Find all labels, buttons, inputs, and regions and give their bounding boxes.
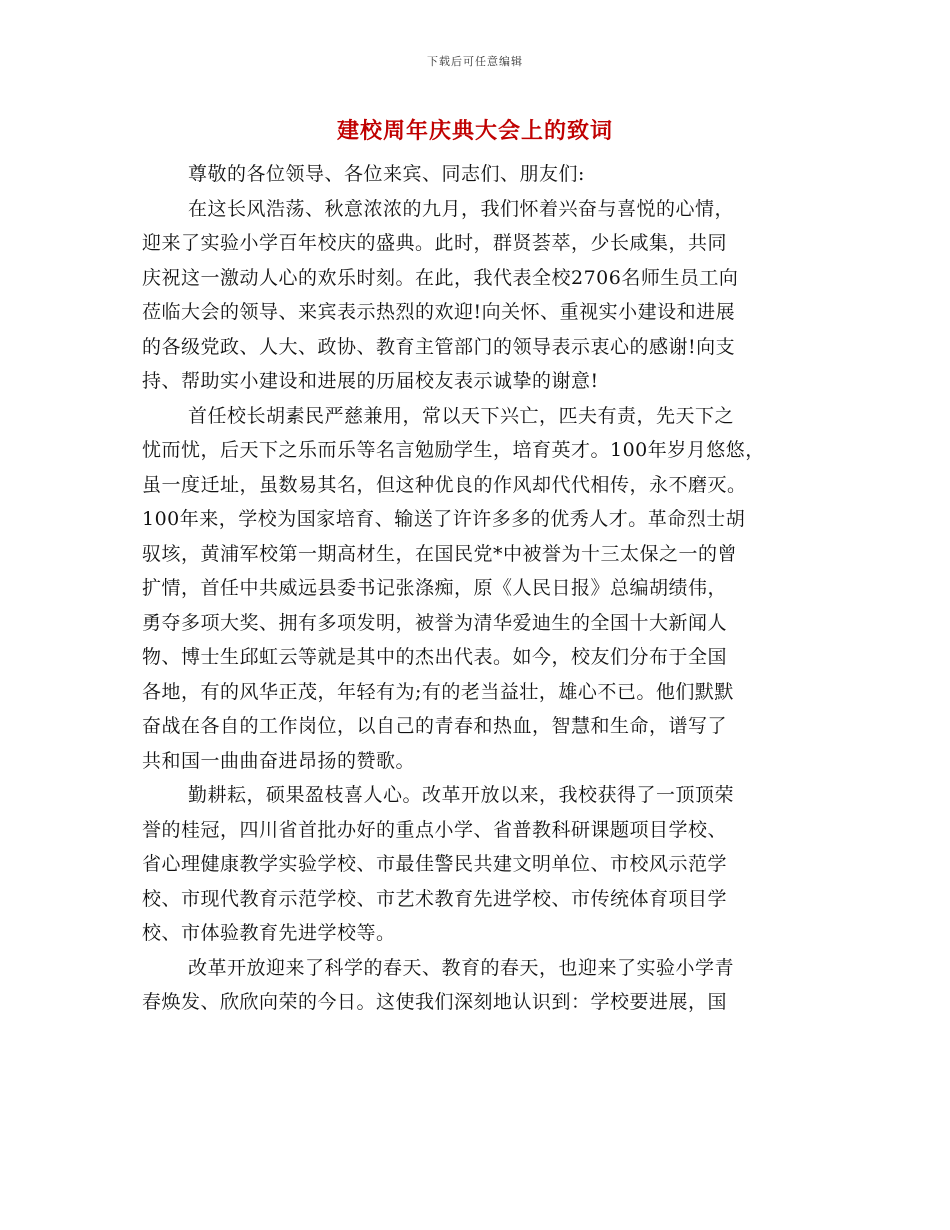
paragraph-line: 忧而忧，后天下之乐而乐等名言勉励学生，培育英才。100年岁月悠悠， xyxy=(142,439,765,461)
paragraph-line: 庆祝这一激动人心的欢乐时刻。在此，我代表全校2706名师生员工向 xyxy=(142,266,739,289)
paragraph-line: 莅临大会的领导、来宾表示热烈的欢迎!向关怀、重视实小建设和进展 xyxy=(142,301,736,323)
paragraph-line: 省心理健康教学实验学校、市最佳警民共建文明单位、市校风示范学 xyxy=(142,853,728,875)
page-header-note: 下载后可任意编辑 xyxy=(427,55,523,68)
paragraph-line: 勇夺多项大奖、拥有多项发明，被誉为清华爱迪生的全国十大新闻人 xyxy=(142,611,728,634)
paragraph-line: 校、市体验教育先进学校等。 xyxy=(142,922,396,944)
paragraph-line: 扩情，首任中共威远县委书记张涤痴，原《人民日报》总编胡绩伟， xyxy=(142,577,728,599)
paragraph-line: 的各级党政、人大、政协、教育主管部门的领导表示衷心的感谢!向支 xyxy=(142,335,736,358)
paragraph-line: 持、帮助实小建设和进展的历届校友表示诚挚的谢意! xyxy=(142,370,599,392)
paragraph-line: 虽一度迁址，虽数易其名，但这种优良的作风却代代相传，永不磨灭。 xyxy=(142,473,747,496)
salutation-line: 尊敬的各位领导、各位来宾、同志们、朋友们: xyxy=(188,163,585,185)
paragraph-line: 改革开放迎来了科学的春天、教育的春天，也迎来了实验小学青 xyxy=(188,956,735,979)
paragraph-line: 各地，有的风华正茂，年轻有为;有的老当益壮，雄心不已。他们默默 xyxy=(142,680,734,703)
paragraph-line: 迎来了实验小学百年校庆的盛典。此时，群贤荟萃，少长咸集，共同 xyxy=(142,232,728,254)
paragraph-line: 物、博士生邱虹云等就是其中的杰出代表。如今，校友们分布于全国 xyxy=(142,646,728,668)
paragraph-line: 驭垓，黄浦军校第一期高材生，在国民党*中被誉为十三太保之一的曾 xyxy=(142,542,738,565)
document-title: 建校周年庆典大会上的致词 xyxy=(336,118,613,144)
document-body xyxy=(142,157,807,1020)
paragraph-line: 誉的桂冠，四川省首批办好的重点小学、省普教科研课题项目学校、 xyxy=(142,818,728,841)
paragraph-line: 春焕发、欣欣向荣的今日。这使我们深刻地认识到：学校要进展，国 xyxy=(142,991,728,1013)
paragraph-line: 100年来，学校为国家培育、输送了许许多多的优秀人才。革命烈士胡 xyxy=(142,508,746,530)
paragraph-line: 首任校长胡素民严慈兼用，常以天下兴亡，匹夫有责，先天下之 xyxy=(188,404,735,427)
paragraph-line: 勤耕耘，硕果盈枝喜人心。改革开放以来，我校获得了一顶顶荣 xyxy=(188,784,735,806)
paragraph-line: 在这长风浩荡、秋意浓浓的九月，我们怀着兴奋与喜悦的心情， xyxy=(188,197,735,220)
paragraph-line: 校、市现代教育示范学校、市艺术教育先进学校、市传统体育项目学 xyxy=(142,887,728,910)
paragraph-line: 共和国一曲曲奋进昂扬的赞歌。 xyxy=(142,749,416,772)
paragraph-line: 奋战在各自的工作岗位，以自己的青春和热血，智慧和生命，谱写了 xyxy=(142,715,728,737)
